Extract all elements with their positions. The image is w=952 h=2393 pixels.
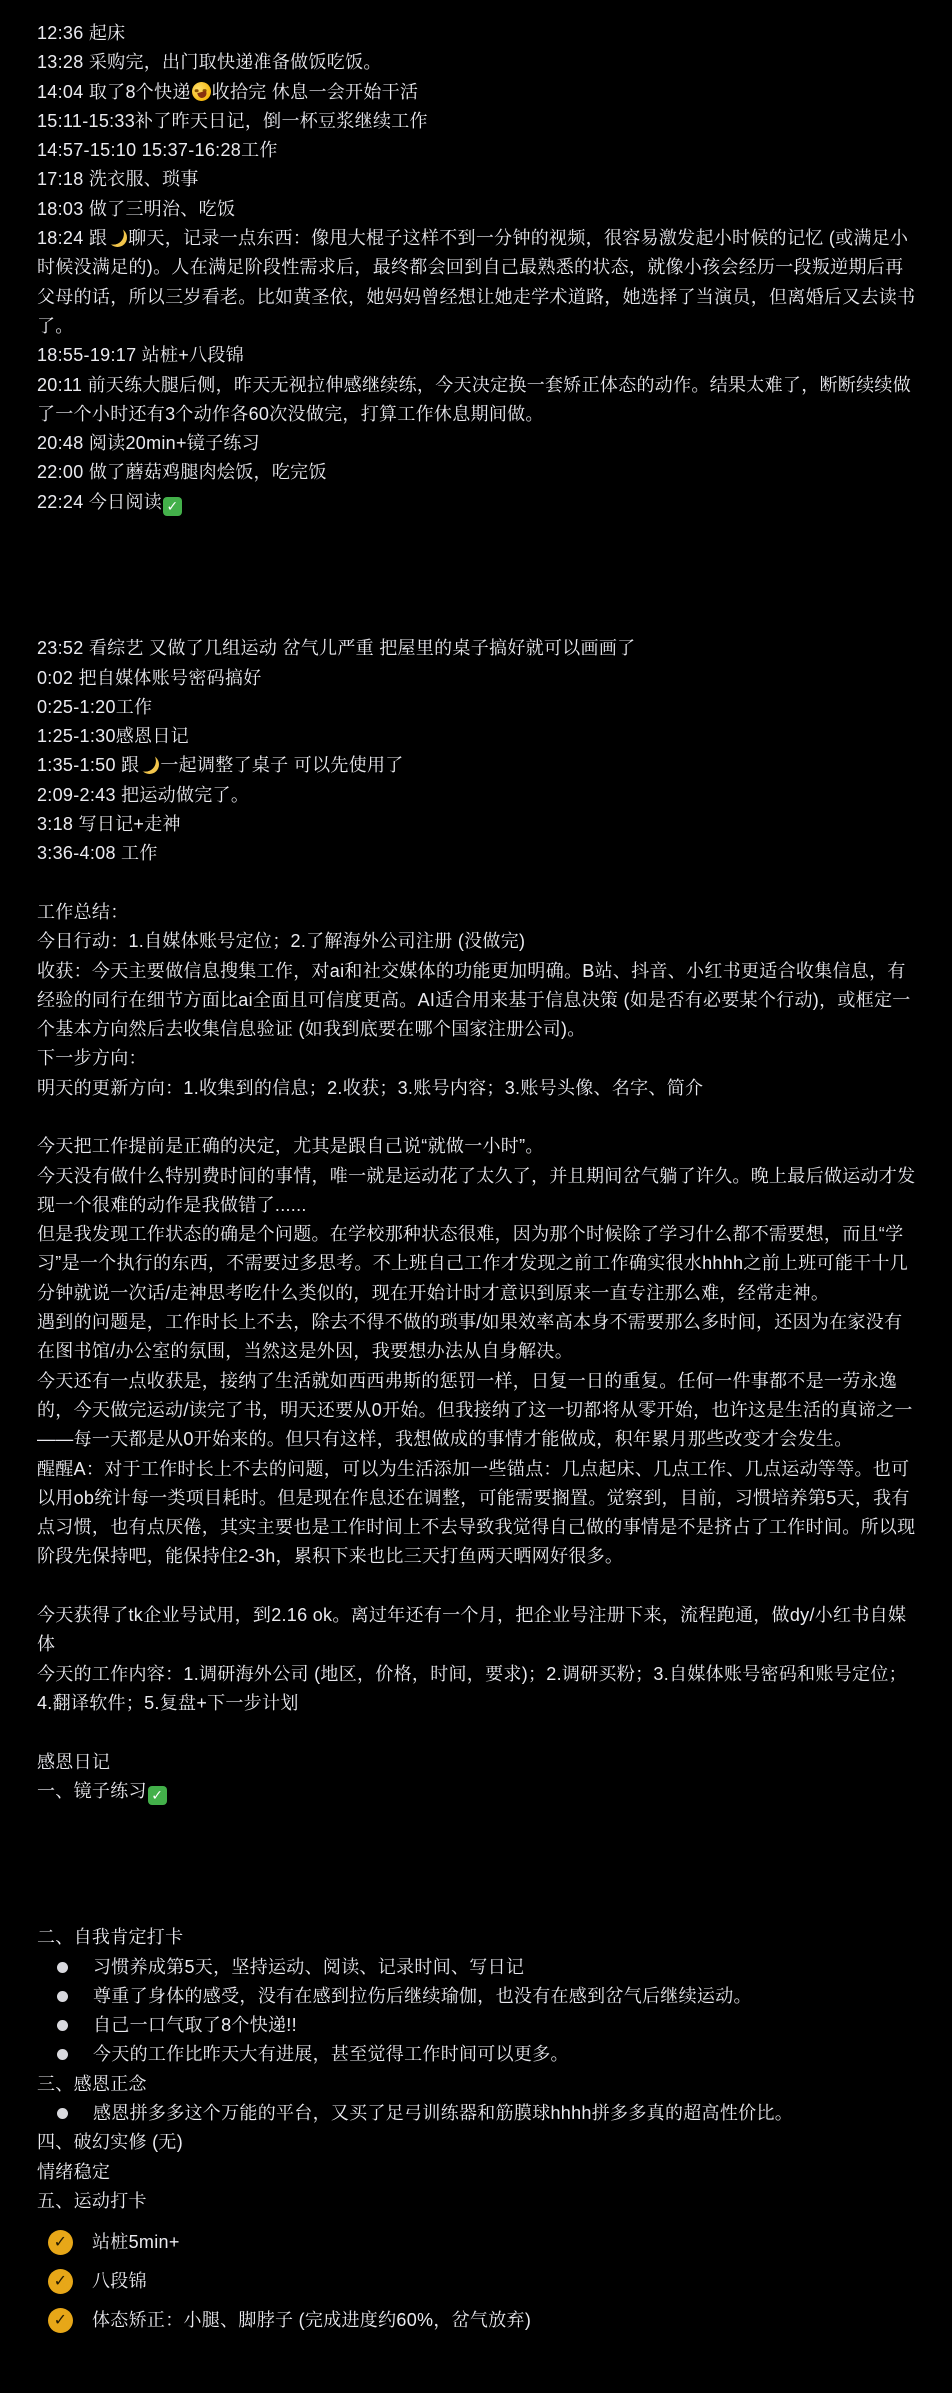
note-paragraph: 18:55-19:17 站桩+八段锦 <box>37 345 244 366</box>
note-paragraph: 0:02 把自媒体账号密码搞好 <box>37 667 262 688</box>
blank-space <box>37 1572 919 1601</box>
note-paragraph: 20:48 阅读20min+镜子练习 <box>37 433 260 454</box>
note-paragraph: 醒醒A：对于工作时长上不去的问题，可以为生活添加一些锚点：几点起床、几点工作、几点运动等等。也可以用ob统计每一类项目耗时。但是现在作息还在调整，可能需要搁置。觉察到，目前，习惯培养第5天，我有点习惯，也有点厌倦，其实主要也是工作时间上不去导致我觉得自己做的事情是不是挤占了工作时间。所以现阶段先保持吧，能保持住2-3h，累积下来也比三天打鱼两天晒网好很多。 <box>37 1458 916 1567</box>
note-paragraph: 今天还有一点收获是，接纳了生活就如西西弗斯的惩罚一样，日复一日的重复。任何一件事都不是一劳永逸的，今天做完运动/读完了书，明天还要从0开始。但我接纳了这一切都将从零开始，也许这是生活的真谛之一——每一天都是从0开始来的。但只有这样，我想做成的事情才能做成，积年累月那些改变才会发生。 <box>37 1370 913 1450</box>
checklist-item <box>37 2223 919 2262</box>
note-paragraph: 2:09-2:43 把运动做完了。 <box>37 784 250 805</box>
blank-space <box>37 517 919 634</box>
bullet-dot <box>57 2049 68 2060</box>
note-paragraph: 五、运动打卡 <box>37 2190 147 2211</box>
note-paragraph: 23:52 看综艺 又做了几组运动 岔气儿严重 把屋里的桌子搞好就可以画画了 <box>37 638 636 659</box>
bullet-list-item <box>37 1982 919 2011</box>
note-paragraph: 0:25-1:20工作 <box>37 696 153 717</box>
blank-space <box>37 1718 919 1747</box>
checked-checkbox-icon[interactable]: ✓ <box>48 2230 73 2255</box>
note-paragraph: 18:03 做了三明治、吃饭 <box>37 198 236 219</box>
bullet-text: 今天的工作比昨天大有进展，甚至觉得工作时间可以更多。 <box>93 2044 569 2065</box>
note-paragraph: 1:25-1:30感恩日记 <box>37 726 189 747</box>
note-paragraph: 今天把工作提前是正确的决定，尤其是跟自己说“就做一小时”。 <box>37 1136 544 1157</box>
note-paragraph: 感恩日记 <box>37 1751 111 1772</box>
note-paragraph: 3:36-4:08 工作 <box>37 843 158 864</box>
moon-emoji <box>140 755 159 774</box>
checklist-text: 八段锦 <box>92 2271 147 2292</box>
note-paragraph: 18:24 跟 聊天，记录一点东西：像甩大棍子这样不到一分钟的视频，很容易激发起小时候的记忆 (或满足小时候没满足的)。人在满足阶段性需求后，最终都会回到自己最熟悉的状态，就像小孩会经历一段叛逆期后再父母的话，所以三岁看老。比如黄圣依，她妈妈曾经想让她走学术道路，她选择了当演员，但离婚后又去读书了。 <box>37 228 916 336</box>
green-check-emoji <box>148 1786 167 1805</box>
checklist-text: 体态矫正：小腿、脚脖子 (完成进度约60%，岔气放弃) <box>92 2310 532 2331</box>
note-paragraph: 工作总结： <box>37 901 129 922</box>
bullet-text: 自己一口气取了8个快递!! <box>93 2015 297 2036</box>
bullet-list-item <box>37 2011 919 2040</box>
bullet-dot <box>57 2020 68 2031</box>
note-paragraph: 13:28 采购完，出门取快递准备做饭吃饭。 <box>37 52 382 73</box>
checklist-item <box>37 2301 919 2340</box>
note-paragraph: 情绪稳定 <box>37 2161 111 2182</box>
bullet-dot <box>57 2108 68 2119</box>
checked-checkbox-icon[interactable]: ✓ <box>48 2308 73 2333</box>
note-paragraph: 22:24 今日阅读✓ <box>37 488 919 517</box>
note-paragraph: 3:18 写日记+走神 <box>37 814 181 835</box>
blank-space <box>37 1103 919 1132</box>
note-paragraph: 遇到的问题是，工作时长上不去，除去不得不做的琐事/如果效率高本身不需要那么多时间，还因为在家没有在图书馆/办公室的氛围，当然这是外因，我要想办法从自身解决。 <box>37 1312 903 1362</box>
note-paragraph: 收获：今天主要做信息搜集工作，对ai和社交媒体的功能更加明确。B站、抖音、小红书更适合收集信息，有经验的同行在细节方面比ai全面且可信度更高。AI适合用来基于信息决策 (如是否有必要某个行动)，或框定一个基本方向然后去收集信息验证 (如我到底要在哪个国家注册公司)。 <box>37 960 911 1040</box>
note-paragraph: 14:04 取了8个快递 收拾完 休息一会开始干活 <box>37 78 919 107</box>
rofl-emoji <box>190 79 213 102</box>
bullet-list-item <box>37 1953 919 1982</box>
note-paragraph: 但是我发现工作状态的确是个问题。在学校那种状态很难，因为那个时候除了学习什么都不需要想，而且“学习”是一个执行的东西，不需要过多思考。不上班自己工作才发现之前工作确实很水hhhh之前上班可能干十几分钟就说一次话/走神思考吃什么类似的，现在开始计时才意识到原来一直专注那么难，经常走神。 <box>37 1224 909 1303</box>
bullet-list-item <box>37 2040 919 2069</box>
note-paragraph: 今日行动：1.自媒体账号定位；2.了解海外公司注册 (没做完) <box>37 931 526 952</box>
moon-emoji <box>108 228 127 247</box>
bullet-text: 感恩拼多多这个万能的平台，又买了足弓训练器和筋膜球hhhh拼多多真的超高性价比。 <box>93 2103 794 2124</box>
note-paragraph: 下一步方向： <box>37 1048 147 1069</box>
note-paragraph: 今天的工作内容：1.调研海外公司 (地区，价格，时间，要求)；2.调研买粉；3.自媒体账号密码和账号定位；4.翻译软件；5.复盘+下一步计划 <box>37 1663 907 1713</box>
note-paragraph: 17:18 洗衣服、琐事 <box>37 169 199 190</box>
checklist-item <box>37 2262 919 2301</box>
note-paragraph: 今天获得了tk企业号试用，到2.16 ok。离过年还有一个月，把企业号注册下来，流程跑通，做dy/小红书自媒体 <box>37 1605 907 1655</box>
bullet-text: 尊重了身体的感受，没有在感到拉伤后继续瑜伽，也没有在感到岔气后继续运动。 <box>93 1985 752 2006</box>
note-paragraph: 22:00 做了蘑菇鸡腿肉烩饭，吃完饭 <box>37 462 327 483</box>
blank-space <box>37 1806 919 1923</box>
note-paragraph: 三、感恩正念 <box>37 2073 147 2094</box>
green-check-emoji <box>163 497 182 516</box>
bullet-text: 习惯养成第5天，坚持运动、阅读、记录时间、写日记 <box>93 1956 525 1977</box>
blank-space <box>37 869 919 898</box>
note-paragraph: 12:36 起床 <box>37 23 126 43</box>
checked-checkbox-icon[interactable]: ✓ <box>48 2269 73 2294</box>
note-paragraph: 明天的更新方向：1.收集到的信息；2.收获；3.账号内容；3.账号头像、名字、简介 <box>37 1077 704 1098</box>
note-paragraph: 四、破幻实修 (无) <box>37 2132 183 2153</box>
checklist-text: 站桩5min+ <box>92 2232 180 2253</box>
note-paragraph: 20:11 前天练大腿后侧，昨天无视拉伸感继续练，今天决定换一套矫正体态的动作。结果太难了，断断续续做了一个小时还有3个动作各60次没做完，打算工作休息期间做。 <box>37 374 912 424</box>
note-paragraph: 一、镜子练习✓ <box>37 1777 919 1806</box>
bullet-dot <box>57 1962 68 1973</box>
note-paragraph: 14:57-15:10 15:37-16:28工作 <box>37 140 278 161</box>
note-paragraph: 1:35-1:50 跟 一起调整了桌子 可以先使用了 <box>37 755 404 776</box>
bullet-dot <box>57 1991 68 2002</box>
note-paragraph: 今天没有做什么特别费时间的事情，唯一就是运动花了太久了，并且期间岔气躺了许久。晚上最后做运动才发现一个很难的动作是我做错了...... <box>37 1165 916 1215</box>
bullet-list-item <box>37 2099 919 2128</box>
note-paragraph: 二、自我肯定打卡 <box>37 1927 184 1948</box>
note-paragraph: 15:11-15:33补了昨天日记，倒一杯豆浆继续工作 <box>37 110 428 131</box>
